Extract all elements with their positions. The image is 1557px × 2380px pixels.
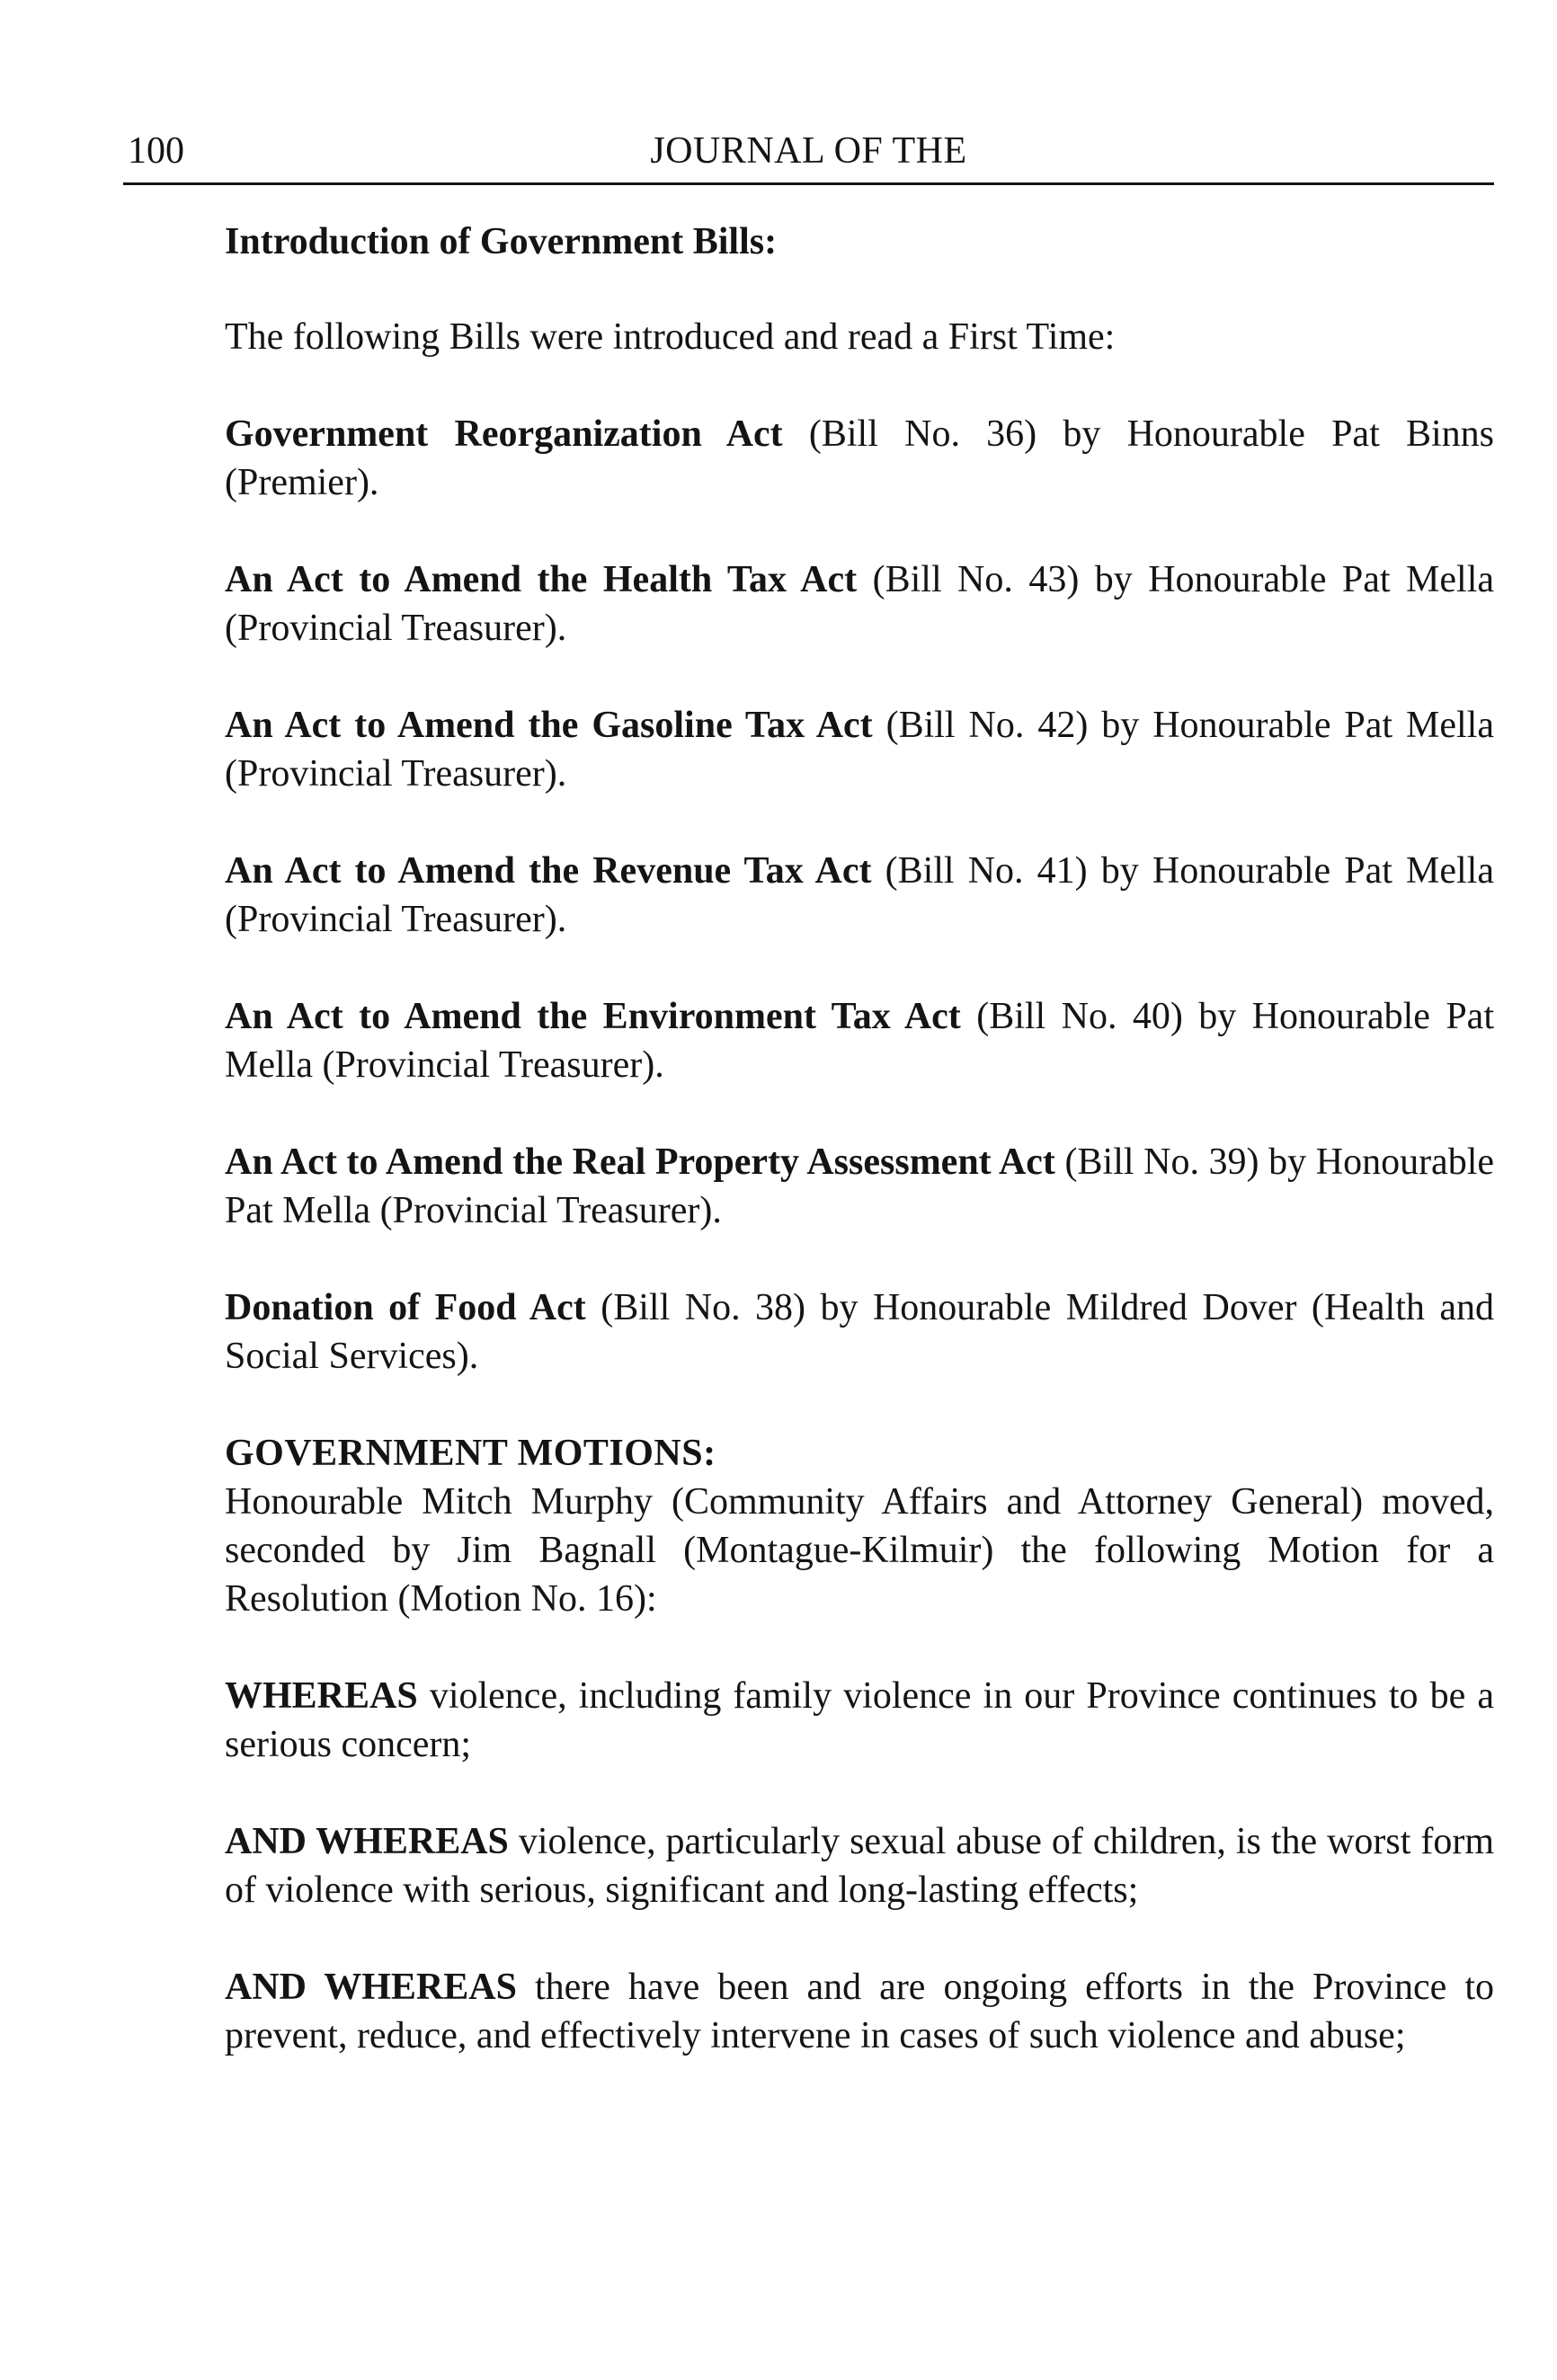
bill-title: An Act to Amend the Environment Tax Act xyxy=(225,996,961,1037)
bill-title: An Act to Amend the Revenue Tax Act xyxy=(225,850,872,892)
bill-entry xyxy=(225,555,1494,653)
whereas-lead: WHEREAS xyxy=(225,1675,418,1717)
whereas-text: violence, including family violence in our Province continues to be a serious concern; xyxy=(225,1675,1494,1765)
header-rule xyxy=(123,182,1494,185)
whereas-text: violence, particularly sexual abuse of children, is the worst form of violence with serious, significant and long-lasting effects; xyxy=(225,1821,1495,1911)
bill-title: Government Reorganization Act xyxy=(225,413,783,455)
page-body xyxy=(225,218,1494,2109)
whereas-clause xyxy=(225,1817,1494,1914)
bill-entry xyxy=(225,701,1494,798)
intro-heading: Introduction of Government Bills: xyxy=(225,221,778,262)
page-number: 100 xyxy=(128,130,184,172)
intro-text: The following Bills were introduced and read a First Time: xyxy=(225,316,1116,358)
whereas-clause xyxy=(225,1672,1494,1769)
bill-detail: (Bill No. 39) by Honourable Pat Mella (Provincial Treasurer). xyxy=(225,1141,1495,1231)
whereas-lead: AND WHEREAS xyxy=(225,1967,517,2008)
bill-detail: (Bill No. 41) by Honourable Pat Mella (Provincial Treasurer). xyxy=(225,850,1494,940)
bill-entry xyxy=(225,992,1494,1089)
bill-title: An Act to Amend the Real Property Assessment Act xyxy=(225,1141,1055,1183)
bill-title: An Act to Amend the Health Tax Act xyxy=(225,559,858,600)
bill-detail: (Bill No. 42) by Honourable Pat Mella (Provincial Treasurer). xyxy=(225,705,1494,795)
page-header xyxy=(123,124,1494,178)
bill-title: Donation of Food Act xyxy=(225,1287,586,1328)
whereas-clause xyxy=(225,1963,1494,2060)
bill-detail: (Bill No. 40) by Honourable Pat Mella (Provincial Treasurer). xyxy=(225,996,1494,1086)
running-head: JOURNAL OF THE xyxy=(650,130,967,172)
bill-entry xyxy=(225,847,1494,944)
whereas-text: there have been and are ongoing efforts in the Province to prevent, reduce, and effectively intervene in cases of such violence and abuse; xyxy=(225,1967,1494,2056)
bill-title: An Act to Amend the Gasoline Tax Act xyxy=(225,705,873,746)
bill-detail: (Bill No. 36) by Honourable Pat Binns (Premier). xyxy=(225,413,1494,503)
bill-detail: (Bill No. 38) by Honourable Mildred Dover (Health and Social Services). xyxy=(225,1287,1494,1377)
motion-intro: Honourable Mitch Murphy (Community Affairs and Attorney General) moved, seconded by Jim Bagnall (Montague-Kilmuir) the following Motion for a Resolution (Motion No. 16): xyxy=(225,1481,1494,1620)
bill-entry xyxy=(225,410,1494,507)
bill-detail: (Bill No. 43) by Honourable Pat Mella (Provincial Treasurer). xyxy=(225,559,1495,649)
bill-entry xyxy=(225,1138,1494,1235)
bill-entry xyxy=(225,1283,1494,1381)
whereas-lead: AND WHEREAS xyxy=(225,1821,509,1862)
motions-heading: GOVERNMENT MOTIONS: xyxy=(225,1433,716,1474)
